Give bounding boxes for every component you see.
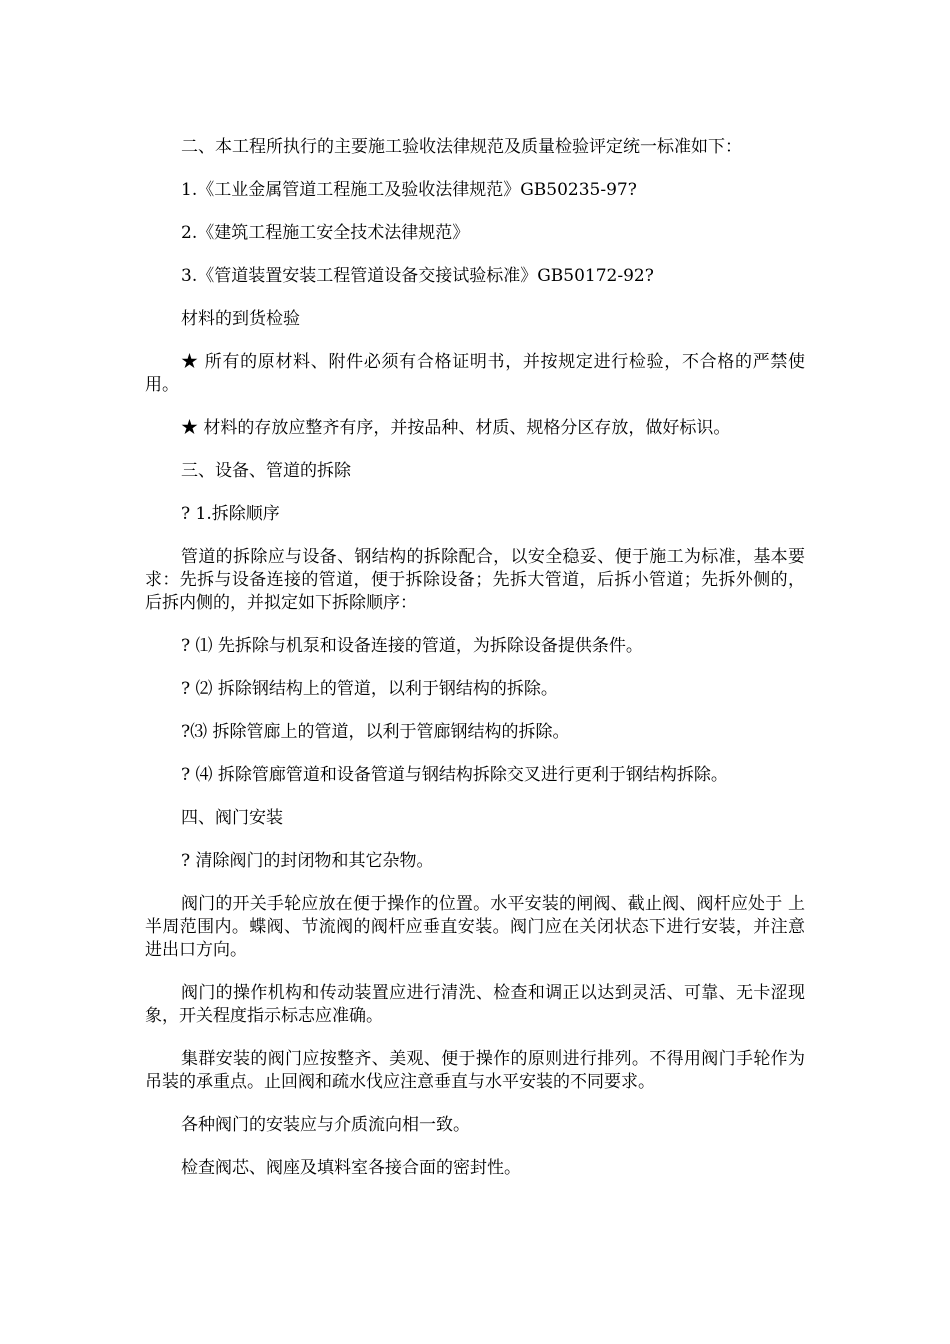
dismantling-step-1: ? ⑴ 先拆除与机泵和设备连接的管道，为拆除设备提供条件。 [181, 636, 643, 656]
subheading-material-inspection: 材料的到货检验 [181, 309, 300, 329]
section-heading-standards: 二、本工程所执行的主要施工验收法律规范及质量检验评定统一标准如下： [181, 137, 742, 157]
standard-item-3: 3.《管道装置安装工程管道设备交接试验标准》GB50172-92? [181, 266, 654, 286]
standard-item-1: 1.《工业金属管道工程施工及验收法律规范》GB50235-97? [181, 180, 637, 200]
valve-rule-handwheel: 阀门的开关手轮应放在便于操作的位置。水平安装的闸阀、截止阀、阀杆应处于 上半周范围内。蝶阀、节流阀的阀杆应垂直安装。阀门应在关闭状态下进行安装，并注意进出口方向。 [145, 894, 805, 960]
material-rule-1: ★ 所有的原材料、附件必须有合格证明书，并按规定进行检验，不合格的严禁使用。 [145, 352, 805, 395]
valve-rule-flow-direction: 各种阀门的安装应与介质流向相一致。 [181, 1115, 470, 1135]
valve-rule-group: 集群安装的阀门应按整齐、美观、便于操作的原则进行排列。不得用阀门手轮作为吊装的承重点。止回阀和疏水伐应注意垂直与水平安装的不同要求。 [145, 1049, 805, 1092]
dismantling-requirements: 管道的拆除应与设备、钢结构的拆除配合，以安全稳妥、便于施工为标准，基本要求：先拆与设备连接的管道，便于拆除设备；先拆大管道，后拆小管道；先拆外侧的，后拆内侧的，并拟定如下拆除顺序： [145, 547, 805, 613]
standard-item-2: 2.《建筑工程施工安全技术法律规范》 [181, 223, 470, 243]
section-heading-valve-installation: 四、阀门安装 [181, 808, 283, 828]
valve-rule-clean: ? 清除阀门的封闭物和其它杂物。 [181, 851, 434, 871]
valve-rule-sealing: 检查阀芯、阀座及填料室各接合面的密封性。 [181, 1158, 521, 1178]
document-body [145, 136, 805, 1200]
valve-rule-mechanism: 阀门的操作机构和传动装置应进行清洗、检查和调正以达到灵活、可靠、无卡涩现象，开关程度指示标志应准确。 [145, 983, 805, 1026]
material-rule-2: ★ 材料的存放应整齐有序，并按品种、材质、规格分区存放，做好标识。 [181, 418, 731, 438]
dismantling-step-4: ? ⑷ 拆除管廊管道和设备管道与钢结构拆除交叉进行更利于钢结构拆除。 [181, 765, 728, 785]
subheading-dismantling-order: ? 1.拆除顺序 [181, 504, 280, 524]
dismantling-step-3: ?⑶ 拆除管廊上的管道，以利于管廊钢结构的拆除。 [181, 722, 570, 742]
section-heading-dismantling: 三、设备、管道的拆除 [181, 461, 351, 481]
dismantling-step-2: ? ⑵ 拆除钢结构上的管道，以利于钢结构的拆除。 [181, 679, 558, 699]
